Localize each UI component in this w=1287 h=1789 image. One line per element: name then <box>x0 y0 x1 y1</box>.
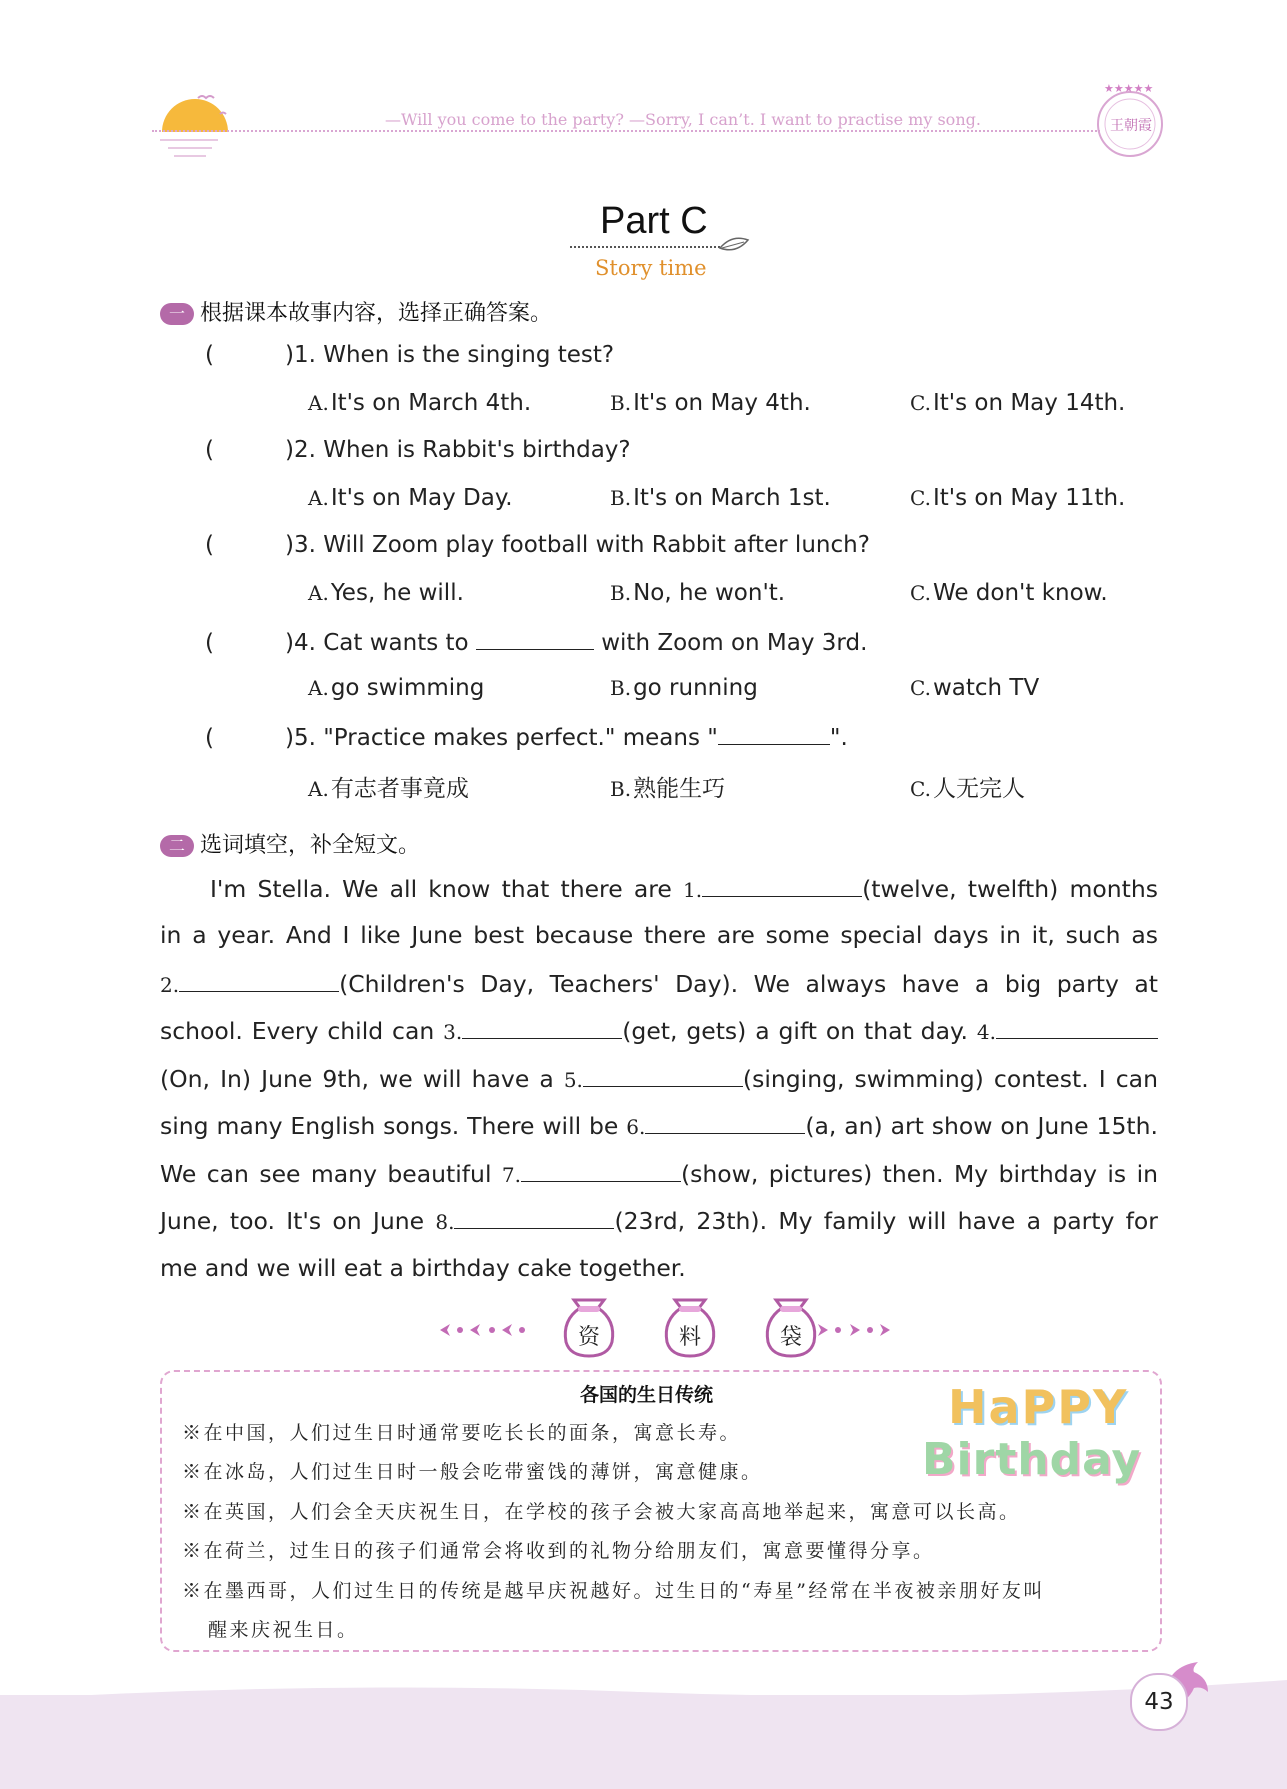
sunset-icon <box>158 92 232 166</box>
q1-option-b[interactable]: B.It's on May 4th. <box>610 390 811 416</box>
blank-7[interactable] <box>521 1159 681 1182</box>
question-5: ( )5. "Practice makes perfect." means " ". <box>205 722 848 751</box>
svg-text:★★★★★: ★★★★★ <box>1104 82 1154 95</box>
section1-header <box>160 296 552 327</box>
q3-option-c[interactable]: C.We don't know. <box>910 580 1108 606</box>
q1-option-c[interactable]: C.It's on May 14th. <box>910 390 1126 416</box>
passage-line-6: sing many English songs. There will be 6. (a, an) art show on June 15th. <box>160 1112 1158 1140</box>
q3-option-b[interactable]: B.No, he won't. <box>610 580 786 606</box>
q2-option-a[interactable]: A.It's on May Day. <box>308 485 513 511</box>
question-1: ( )1. When is the singing test? <box>205 342 615 368</box>
question-3: ( )3. Will Zoom play football with Rabbit after lunch? <box>205 532 870 558</box>
blank-5[interactable] <box>583 1064 743 1087</box>
q4-option-b[interactable]: B.go running <box>610 675 758 701</box>
info-item: ※在冰岛，人们过生日时一般会吃带蜜饯的薄饼，寓意健康。 <box>182 1461 763 1483</box>
q5-option-c[interactable]: C.人无完人 <box>910 776 1025 802</box>
passage-line-3: 2. (Children's Day, Teachers' Day). We always have a big party at <box>160 970 1158 998</box>
passage-line-9: me and we will eat a birthday cake together. <box>160 1254 686 1282</box>
leaf-icon <box>718 234 750 256</box>
passage-line-2: in a year. And I like June best because there are some special days in it, such as <box>160 921 1158 949</box>
blank-6[interactable] <box>645 1111 805 1134</box>
section1-instruction: 根据课本故事内容，选择正确答案。 <box>200 301 553 326</box>
blank-1[interactable] <box>702 874 862 897</box>
q2-option-c[interactable]: C.It's on May 11th. <box>910 485 1126 511</box>
page-title: Part C <box>600 200 708 242</box>
title-underline <box>570 246 720 248</box>
section2-instruction: 选词填空，补全短文。 <box>200 833 421 858</box>
info-item: ※在中国，人们过生日时通常要吃长长的面条，寓意长寿。 <box>182 1422 742 1444</box>
passage-line-1: I'm Stella. We all know that there are 1. (twelve, twelfth) months <box>210 875 1158 903</box>
page-number: 43 <box>1130 1673 1188 1731</box>
question-4: ( )4. Cat wants to with Zoom on May 3rd. <box>205 627 867 656</box>
bag-icon: 料 <box>661 1298 719 1358</box>
blank-8[interactable] <box>454 1206 614 1229</box>
q4-option-c[interactable]: C.watch TV <box>910 675 1040 701</box>
q4-blank[interactable] <box>476 627 594 650</box>
footer-band <box>0 1695 1287 1789</box>
q5-blank[interactable] <box>718 722 830 745</box>
info-item: 醒来庆祝生日。 <box>208 1619 359 1641</box>
q2-option-b[interactable]: B.It's on March 1st. <box>610 485 831 511</box>
header-slogan: —Will you come to the party? —Sorry, I can’t. I want to practise my song. <box>385 110 981 129</box>
bag-icon: 资 <box>560 1298 618 1358</box>
question-2: ( )2. When is Rabbit's birthday? <box>205 437 631 463</box>
resource-bags <box>560 1298 820 1362</box>
section2-header <box>160 828 420 859</box>
blank-4[interactable] <box>996 1016 1158 1039</box>
q4-option-a[interactable]: A.go swimming <box>308 675 485 701</box>
info-item: ※在英国，人们会全天庆祝生日，在学校的孩子会被大家高高地举起来，寓意可以长高。 <box>182 1501 1021 1523</box>
q5-option-a[interactable]: A.有志者事竟成 <box>308 776 469 802</box>
passage-line-4: school. Every child can 3. (get, gets) a gift on that day. 4. <box>160 1016 1158 1045</box>
svg-text:王朝霞: 王朝霞 <box>1110 118 1152 134</box>
blank-3[interactable] <box>462 1016 622 1039</box>
q5-option-b[interactable]: B.熟能生巧 <box>610 776 726 802</box>
publisher-seal-icon <box>1090 78 1170 166</box>
blank-2[interactable] <box>179 969 339 992</box>
header-divider <box>152 130 1100 132</box>
page-subtitle: Story time <box>595 256 707 280</box>
info-item: ※在墨西哥，人们过生日的传统是越早庆祝越好。过生日的“寿星”经常在半夜被亲朋好友叫 <box>182 1580 1045 1602</box>
passage-line-7: We can see many beautiful 7. (show, pictures) then. My birthday is in <box>160 1160 1158 1188</box>
info-title: 各国的生日传统 <box>580 1384 714 1406</box>
passage-line-8: June, too. It's on June 8. (23rd, 23th). My family will have a party for <box>160 1207 1158 1235</box>
section1-badge: 一 <box>160 303 194 325</box>
section2-badge: 二 <box>160 835 194 857</box>
bag-icon: 袋 <box>762 1298 820 1358</box>
q3-option-a[interactable]: A.Yes, he will. <box>308 580 464 606</box>
info-item: ※在荷兰，过生日的孩子们通常会将收到的礼物分给朋友们，寓意要懂得分享。 <box>182 1540 935 1562</box>
q1-option-a[interactable]: A.It's on March 4th. <box>308 390 532 416</box>
passage-line-5: (On, In) June 9th, we will have a 5. (singing, swimming) contest. I can <box>160 1065 1158 1093</box>
happy-birthday-art: HaPPY Birthday <box>922 1380 1142 1485</box>
